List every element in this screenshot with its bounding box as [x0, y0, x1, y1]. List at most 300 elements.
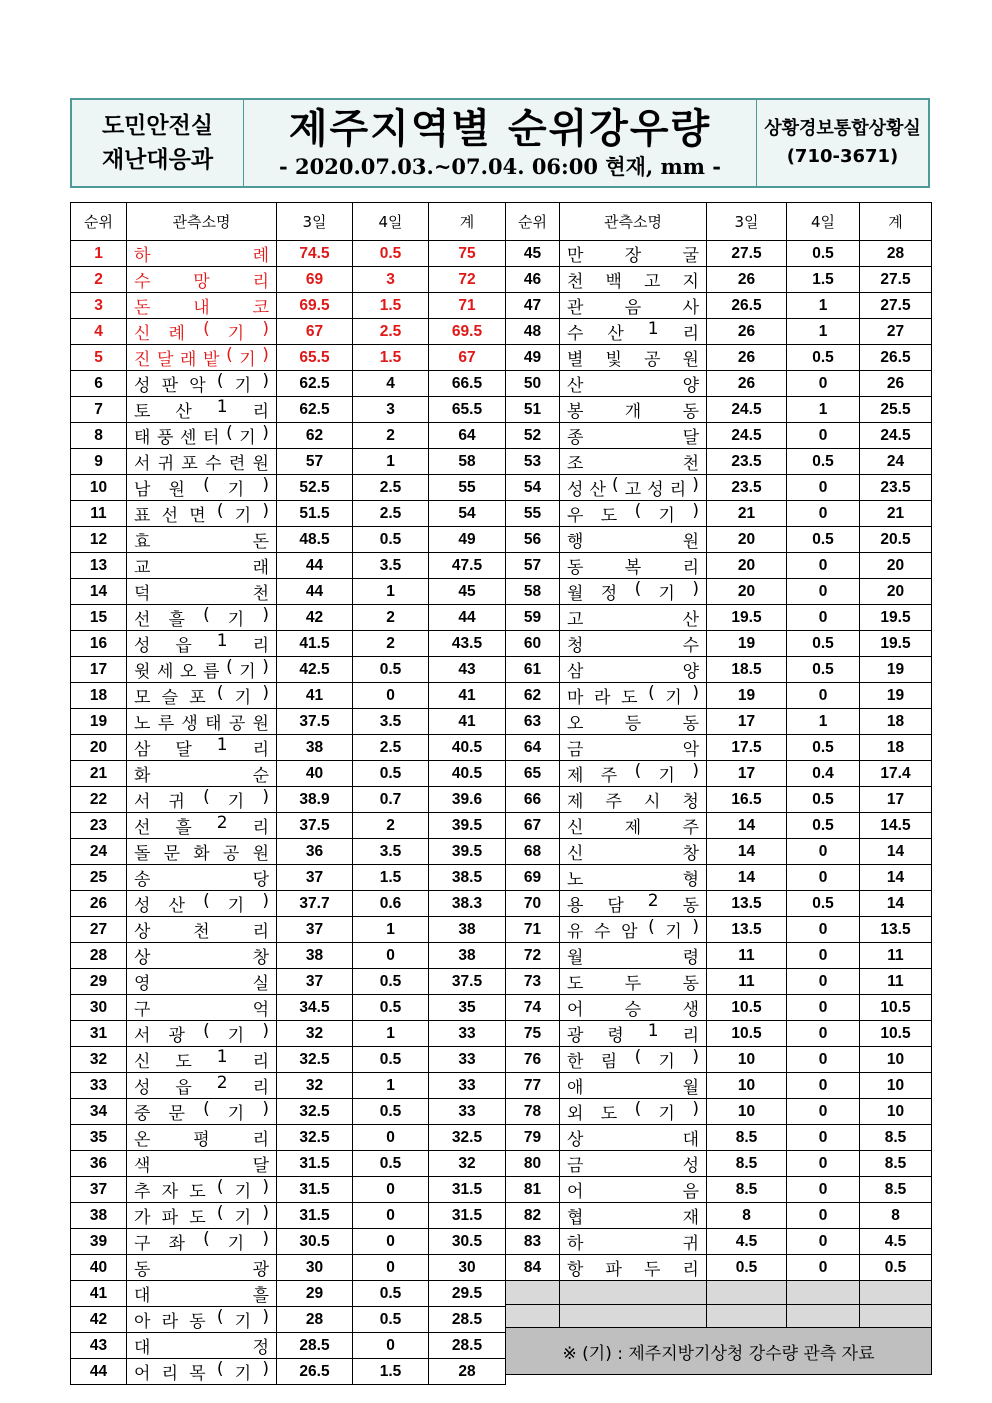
total-cell: 24.5: [860, 423, 932, 449]
day4-cell: 0.5: [787, 241, 860, 267]
day4-cell: 0: [353, 1333, 429, 1359]
total-cell: 30.5: [429, 1229, 506, 1255]
rank-cell: 54: [506, 475, 560, 501]
table-row: [71, 761, 506, 787]
empty-cell: [707, 1304, 787, 1328]
day3-cell: 69: [277, 267, 353, 293]
day3-cell: 32: [277, 1021, 353, 1047]
station-name: 영 실: [134, 974, 269, 994]
day3-cell: 17.5: [707, 735, 787, 761]
day3-cell: 44: [277, 579, 353, 605]
day3-cell: 32: [277, 1073, 353, 1099]
station-name: 성 산 ( 기 ): [134, 891, 269, 916]
day4-cell: 0: [353, 1203, 429, 1229]
station-cell: [560, 943, 707, 969]
station-name: 조 천: [567, 454, 699, 474]
col-station: 관측소명: [560, 203, 707, 241]
total-cell: 32: [429, 1151, 506, 1177]
table-row: [506, 1151, 932, 1177]
station-cell: [127, 1099, 277, 1125]
day3-cell: 62: [277, 423, 353, 449]
total-cell: 69.5: [429, 319, 506, 345]
day3-cell: 13.5: [707, 917, 787, 943]
table-row: [506, 1255, 932, 1281]
day3-cell: 31.5: [277, 1203, 353, 1229]
table-row: [506, 709, 932, 735]
total-cell: 17: [860, 787, 932, 813]
total-cell: 43.5: [429, 631, 506, 657]
rank-cell: 74: [506, 995, 560, 1021]
table-row: [71, 1333, 506, 1359]
rank-cell: 68: [506, 839, 560, 865]
table-row: [506, 293, 932, 319]
station-name: 송 당: [134, 870, 269, 890]
table-row: [71, 241, 506, 267]
table-row: [71, 345, 506, 371]
day3-cell: 51.5: [277, 501, 353, 527]
rank-cell: 69: [506, 865, 560, 891]
table-row: [71, 1099, 506, 1125]
station-cell: [127, 943, 277, 969]
day3-cell: 65.5: [277, 345, 353, 371]
station-name: 우 도 ( 기 ): [567, 501, 699, 526]
day4-cell: 0: [787, 1073, 860, 1099]
total-cell: 65.5: [429, 397, 506, 423]
station-name: 삼 양: [567, 662, 699, 682]
total-cell: 26: [860, 371, 932, 397]
rank-cell: 41: [71, 1281, 127, 1307]
station-cell: [127, 813, 277, 839]
station-name: 성 읍 1 리: [134, 631, 269, 656]
station-cell: [560, 995, 707, 1021]
station-name: 성 산 ( 고 성 리 ): [567, 475, 699, 500]
total-cell: 10: [860, 1099, 932, 1125]
day3-cell: 19.5: [707, 605, 787, 631]
rank-cell: 36: [71, 1151, 127, 1177]
day4-cell: 0.5: [353, 241, 429, 267]
day3-cell: 32.5: [277, 1047, 353, 1073]
station-cell: [560, 631, 707, 657]
station-cell: [127, 865, 277, 891]
total-cell: 39.5: [429, 839, 506, 865]
day4-cell: 4: [353, 371, 429, 397]
day4-cell: 0.5: [787, 449, 860, 475]
rank-cell: 33: [71, 1073, 127, 1099]
station-name: 마 라 도 ( 기 ): [567, 683, 699, 708]
day4-cell: 0: [787, 1255, 860, 1281]
station-cell: [560, 1021, 707, 1047]
station-cell: [560, 475, 707, 501]
day3-cell: 24.5: [707, 397, 787, 423]
station-cell: [127, 319, 277, 345]
day4-cell: 0: [787, 1099, 860, 1125]
day3-cell: 14: [707, 839, 787, 865]
day3-cell: 16.5: [707, 787, 787, 813]
day3-cell: 52.5: [277, 475, 353, 501]
day4-cell: 3: [353, 267, 429, 293]
rank-cell: 9: [71, 449, 127, 475]
day4-cell: 2: [353, 423, 429, 449]
day4-cell: 0: [787, 865, 860, 891]
total-cell: 28.5: [429, 1333, 506, 1359]
station-cell: [127, 1021, 277, 1047]
table-row: [71, 553, 506, 579]
table-row: [506, 397, 932, 423]
station-cell: [560, 267, 707, 293]
table-row: [506, 917, 932, 943]
rank-cell: 45: [506, 241, 560, 267]
table-row: [71, 917, 506, 943]
station-name: 수 망 리: [134, 272, 269, 292]
rank-cell: 35: [71, 1125, 127, 1151]
total-cell: 10: [860, 1073, 932, 1099]
rank-cell: 51: [506, 397, 560, 423]
station-name: 신 창: [567, 844, 699, 864]
day4-cell: 0: [787, 1151, 860, 1177]
station-name: 제 주 ( 기 ): [567, 761, 699, 786]
rank-cell: 43: [71, 1333, 127, 1359]
day3-cell: 10.5: [707, 1021, 787, 1047]
day4-cell: 0: [353, 1125, 429, 1151]
day4-cell: 2.5: [353, 735, 429, 761]
day4-cell: 1: [787, 293, 860, 319]
total-cell: 49: [429, 527, 506, 553]
table-row: [506, 371, 932, 397]
col-rank: 순위: [506, 203, 560, 241]
station-cell: [560, 1177, 707, 1203]
day3-cell: 42: [277, 605, 353, 631]
rank-cell: 1: [71, 241, 127, 267]
station-cell: [127, 1177, 277, 1203]
station-name: 색 달: [134, 1156, 269, 1176]
station-name: 대 정: [134, 1338, 269, 1358]
station-cell: [127, 709, 277, 735]
rank-cell: 28: [71, 943, 127, 969]
station-cell: [127, 917, 277, 943]
table-row: [71, 1177, 506, 1203]
table-row: [506, 605, 932, 631]
table-row: [71, 683, 506, 709]
station-cell: [127, 761, 277, 787]
table-row: [506, 995, 932, 1021]
table-row: [506, 761, 932, 787]
empty-cell: [787, 1281, 860, 1305]
day4-cell: 1.5: [353, 1359, 429, 1385]
col-total: 계: [860, 203, 932, 241]
station-cell: [560, 605, 707, 631]
total-cell: 14: [860, 891, 932, 917]
station-name: 월 정 ( 기 ): [567, 579, 699, 604]
rank-cell: 53: [506, 449, 560, 475]
station-name: 항 파 두 리: [567, 1260, 699, 1280]
day4-cell: 0.5: [353, 1307, 429, 1333]
station-name: 어 리 목 ( 기 ): [134, 1359, 269, 1384]
department-box: [72, 100, 244, 186]
total-cell: 28: [429, 1359, 506, 1385]
day4-cell: 0.5: [353, 527, 429, 553]
station-cell: [127, 1255, 277, 1281]
rank-cell: 66: [506, 787, 560, 813]
total-cell: 27.5: [860, 267, 932, 293]
station-cell: [560, 449, 707, 475]
total-cell: 38.5: [429, 865, 506, 891]
rank-cell: 65: [506, 761, 560, 787]
total-cell: 38: [429, 943, 506, 969]
station-name: 용 담 2 동: [567, 891, 699, 916]
table-row: [506, 241, 932, 267]
total-cell: 28.5: [429, 1307, 506, 1333]
station-name: 노 루 생 태 공 원: [134, 714, 269, 734]
station-name: 협 재: [567, 1208, 699, 1228]
total-cell: 29.5: [429, 1281, 506, 1307]
station-cell: [560, 1073, 707, 1099]
day3-cell: 37: [277, 865, 353, 891]
day3-cell: 10: [707, 1099, 787, 1125]
station-name: 제 주 시 청: [567, 792, 699, 812]
day4-cell: 0: [787, 501, 860, 527]
total-cell: 20: [860, 553, 932, 579]
rank-cell: 80: [506, 1151, 560, 1177]
station-cell: [127, 891, 277, 917]
station-name: 금 악: [567, 740, 699, 760]
total-cell: 71: [429, 293, 506, 319]
table-row: [71, 813, 506, 839]
day4-cell: 0: [353, 943, 429, 969]
total-cell: 11: [860, 969, 932, 995]
total-cell: 64: [429, 423, 506, 449]
rank-cell: 27: [71, 917, 127, 943]
day4-cell: 1: [787, 319, 860, 345]
table-row: [506, 501, 932, 527]
station-cell: [127, 631, 277, 657]
station-cell: [560, 1047, 707, 1073]
day3-cell: 26: [707, 319, 787, 345]
station-name: 행 원: [567, 532, 699, 552]
station-name: 토 산 1 리: [134, 397, 269, 422]
station-cell: [127, 241, 277, 267]
empty-row: [506, 1304, 932, 1328]
rank-cell: 30: [71, 995, 127, 1021]
rank-cell: 37: [71, 1177, 127, 1203]
station-name: 동 광: [134, 1260, 269, 1280]
station-cell: [560, 1255, 707, 1281]
day3-cell: 8.5: [707, 1177, 787, 1203]
table-row: [506, 579, 932, 605]
empty-cell: [506, 1281, 560, 1305]
col-day4: 4일: [787, 203, 860, 241]
day3-cell: 20: [707, 579, 787, 605]
rank-cell: 4: [71, 319, 127, 345]
station-cell: [127, 1333, 277, 1359]
day4-cell: 0: [353, 1229, 429, 1255]
day4-cell: 0: [787, 1229, 860, 1255]
table-row: [506, 1021, 932, 1047]
rank-cell: 52: [506, 423, 560, 449]
day3-cell: 41.5: [277, 631, 353, 657]
station-cell: [127, 735, 277, 761]
station-name: 서 귀 ( 기 ): [134, 787, 269, 812]
rank-cell: 77: [506, 1073, 560, 1099]
station-name: 어 승 생: [567, 1000, 699, 1020]
station-cell: [560, 1229, 707, 1255]
station-cell: [560, 527, 707, 553]
day4-cell: 0.5: [353, 657, 429, 683]
station-name: 별 빛 공 원: [567, 350, 699, 370]
table-row: [71, 1203, 506, 1229]
station-name: 덕 천: [134, 584, 269, 604]
rank-cell: 20: [71, 735, 127, 761]
day4-cell: 1.5: [353, 865, 429, 891]
day4-cell: 0: [787, 839, 860, 865]
day4-cell: 2.5: [353, 319, 429, 345]
table-row: [71, 423, 506, 449]
station-cell: [127, 397, 277, 423]
day3-cell: 17: [707, 761, 787, 787]
table-row: [506, 891, 932, 917]
table-row: [71, 865, 506, 891]
table-row: [506, 553, 932, 579]
total-cell: 39.5: [429, 813, 506, 839]
rank-cell: 5: [71, 345, 127, 371]
station-cell: [560, 397, 707, 423]
day4-cell: 0.5: [353, 761, 429, 787]
station-name: 화 순: [134, 766, 269, 786]
table-row: [71, 371, 506, 397]
station-cell: [560, 657, 707, 683]
station-cell: [127, 553, 277, 579]
rank-cell: 79: [506, 1125, 560, 1151]
rank-cell: 23: [71, 813, 127, 839]
rank-cell: 47: [506, 293, 560, 319]
day3-cell: 34.5: [277, 995, 353, 1021]
station-cell: [127, 1229, 277, 1255]
station-cell: [560, 735, 707, 761]
station-cell: [127, 579, 277, 605]
day4-cell: 2.5: [353, 501, 429, 527]
rank-cell: 55: [506, 501, 560, 527]
day4-cell: 0: [787, 1021, 860, 1047]
station-name: 성 판 악 ( 기 ): [134, 371, 269, 396]
day4-cell: 0.5: [353, 1281, 429, 1307]
rank-cell: 8: [71, 423, 127, 449]
station-name: 신 제 주: [567, 818, 699, 838]
day4-cell: 0.7: [353, 787, 429, 813]
table-row: [506, 1229, 932, 1255]
contact-box: [756, 100, 928, 186]
station-cell: [127, 1307, 277, 1333]
rank-cell: 71: [506, 917, 560, 943]
station-name: 아 라 동 ( 기 ): [134, 1307, 269, 1332]
day4-cell: 0: [787, 475, 860, 501]
table-row: [506, 1047, 932, 1073]
day3-cell: 23.5: [707, 475, 787, 501]
total-cell: 10.5: [860, 995, 932, 1021]
day3-cell: 26.5: [707, 293, 787, 319]
station-cell: [560, 917, 707, 943]
total-cell: 54: [429, 501, 506, 527]
rainfall-table-right: [505, 202, 932, 1375]
day4-cell: 2.5: [353, 475, 429, 501]
station-cell: [560, 709, 707, 735]
station-name: 중 문 ( 기 ): [134, 1099, 269, 1124]
day4-cell: 0: [787, 1125, 860, 1151]
rank-cell: 15: [71, 605, 127, 631]
day4-cell: 0.5: [353, 969, 429, 995]
station-cell: [127, 527, 277, 553]
station-name: 하 귀: [567, 1234, 699, 1254]
station-name: 효 돈: [134, 532, 269, 552]
table-row: [506, 1073, 932, 1099]
station-cell: [127, 605, 277, 631]
total-cell: 8.5: [860, 1177, 932, 1203]
station-name: 고 산: [567, 610, 699, 630]
day3-cell: 19: [707, 683, 787, 709]
empty-cell: [506, 1304, 560, 1328]
office-phone: (710-3671): [786, 146, 899, 167]
col-day3: 3일: [707, 203, 787, 241]
total-cell: 30: [429, 1255, 506, 1281]
day3-cell: 32.5: [277, 1099, 353, 1125]
table-row: [506, 1099, 932, 1125]
table-row: [71, 969, 506, 995]
day3-cell: 23.5: [707, 449, 787, 475]
table-row: [506, 527, 932, 553]
station-name: 관 음 사: [567, 298, 699, 318]
station-name: 한 림 ( 기 ): [567, 1047, 699, 1072]
day4-cell: 0.5: [787, 527, 860, 553]
empty-cell: [787, 1304, 860, 1328]
total-cell: 14: [860, 839, 932, 865]
rank-cell: 26: [71, 891, 127, 917]
table-row: [506, 1203, 932, 1229]
day4-cell: 1: [787, 397, 860, 423]
day4-cell: 0.5: [787, 891, 860, 917]
table-row: [71, 839, 506, 865]
station-name: 청 수: [567, 636, 699, 656]
table-row: [71, 787, 506, 813]
total-cell: 14.5: [860, 813, 932, 839]
total-cell: 20: [860, 579, 932, 605]
table-row: [506, 475, 932, 501]
station-cell: [127, 1125, 277, 1151]
total-cell: 27.5: [860, 293, 932, 319]
day3-cell: 28.5: [277, 1333, 353, 1359]
rank-cell: 48: [506, 319, 560, 345]
day4-cell: 1.5: [353, 293, 429, 319]
total-cell: 41: [429, 683, 506, 709]
total-cell: 33: [429, 1021, 506, 1047]
day3-cell: 67: [277, 319, 353, 345]
day3-cell: 4.5: [707, 1229, 787, 1255]
table-row: [71, 475, 506, 501]
total-cell: 25.5: [860, 397, 932, 423]
day4-cell: 0.5: [353, 1151, 429, 1177]
table-row: [71, 1307, 506, 1333]
total-cell: 40.5: [429, 761, 506, 787]
table-row: [506, 787, 932, 813]
rank-cell: 78: [506, 1099, 560, 1125]
title-box: [244, 100, 756, 186]
station-name: 산 양: [567, 376, 699, 396]
total-cell: 24: [860, 449, 932, 475]
rainfall-table-left: [70, 202, 506, 1385]
rank-cell: 50: [506, 371, 560, 397]
total-cell: 4.5: [860, 1229, 932, 1255]
total-cell: 66.5: [429, 371, 506, 397]
day3-cell: 26: [707, 267, 787, 293]
table-row: [71, 1021, 506, 1047]
table-row: [71, 1047, 506, 1073]
